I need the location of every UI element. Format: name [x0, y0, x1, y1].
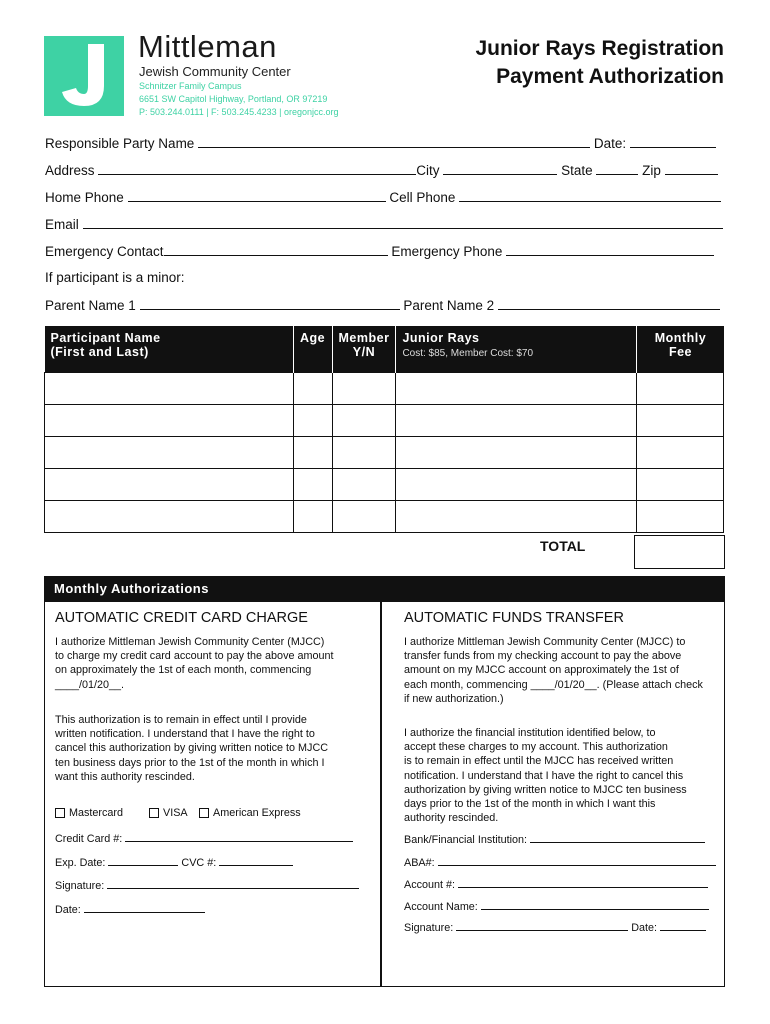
checkbox-icon: [55, 808, 65, 818]
cell-phone-field[interactable]: [459, 189, 721, 202]
aba-row: [404, 856, 716, 869]
parent2-field[interactable]: [498, 297, 720, 310]
funds-transfer-title: AUTOMATIC FUNDS TRANSFER: [404, 610, 624, 626]
parent-row: [45, 297, 720, 313]
program-cell[interactable]: [396, 373, 637, 405]
program-header-label: Junior Rays: [402, 331, 480, 345]
bank-label: Bank/Financial Institution:: [404, 834, 528, 846]
fee-cell[interactable]: [637, 405, 724, 437]
credit-card-paragraph-1: [55, 635, 375, 692]
emergency-phone-field[interactable]: [506, 243, 714, 256]
text-line: accept these charges to my account. This authorization: [404, 741, 668, 754]
text-line: I authorize Mittleman Jewish Community Center (MJCC) to: [404, 636, 686, 648]
program-cell[interactable]: [396, 501, 637, 533]
member-cell[interactable]: [332, 405, 396, 437]
cell-phone-label: Cell Phone: [389, 190, 456, 205]
address-label: Address: [45, 163, 95, 178]
total-field[interactable]: [634, 535, 725, 569]
org-subtitle: Jewish Community Center: [139, 64, 291, 79]
mastercard-label: Mastercard: [69, 807, 124, 819]
visa-option[interactable]: [149, 807, 187, 819]
parent2-label: Parent Name 2: [403, 298, 495, 313]
exp-date-field[interactable]: [108, 856, 178, 866]
minor-note: If participant is a minor:: [45, 270, 185, 285]
table-row: [45, 501, 724, 533]
member-cell[interactable]: [332, 469, 396, 501]
cvc-field[interactable]: [219, 856, 293, 866]
program-cell[interactable]: [396, 405, 637, 437]
age-cell[interactable]: [293, 373, 332, 405]
date-field[interactable]: [630, 135, 716, 148]
age-cell[interactable]: [293, 469, 332, 501]
age-cell[interactable]: [293, 437, 332, 469]
funds-date-field[interactable]: [660, 921, 706, 931]
text-line: is to remain in effect until the MJCC has received written: [404, 755, 674, 768]
aba-field[interactable]: [438, 856, 716, 866]
participant-header-sub: (First and Last): [50, 345, 149, 359]
phone-row: [45, 189, 721, 205]
emergency-phone-label: Emergency Phone: [391, 244, 503, 259]
text-line: want this authority rescinded.: [55, 770, 195, 783]
credit-date-label: Date:: [55, 904, 81, 916]
org-contact: P: 503.244.0111 | F: 503.245.4233 | oregonjcc.org: [139, 107, 339, 117]
card-number-label: Credit Card #:: [55, 833, 123, 845]
member-column-header: [332, 326, 396, 373]
text-line: cancel this authorization by giving written notice to MJCC: [55, 742, 329, 755]
org-name: Mittleman: [138, 29, 277, 64]
city-label: City: [416, 163, 440, 178]
responsible-party-row: [45, 135, 716, 151]
address-row: [45, 162, 718, 178]
table-row: [45, 437, 724, 469]
date-label: Date:: [593, 136, 627, 151]
text-line: This authorization is to remain in effect until I provide: [55, 714, 307, 726]
exp-date-label: Exp. Date:: [55, 857, 106, 869]
text-line: ten business days prior to the 1st of the month in which I: [55, 756, 325, 769]
account-name-label: Account Name:: [404, 901, 478, 913]
funds-transfer-paragraph-2: [404, 726, 722, 825]
credit-card-paragraph-2: [55, 713, 375, 784]
bank-row: [404, 833, 705, 846]
emergency-contact-field[interactable]: [164, 243, 388, 256]
state-label: State: [561, 163, 593, 178]
parent1-field[interactable]: [140, 297, 400, 310]
text-line: each month, commencing ____/01/20__. (Please attach check: [404, 678, 703, 691]
funds-signature-label: Signature:: [404, 922, 454, 934]
parent1-label: Parent Name 1: [45, 298, 136, 313]
participant-cell[interactable]: [45, 469, 294, 501]
credit-signature-label: Signature:: [55, 880, 105, 892]
account-number-row: [404, 878, 708, 891]
home-phone-label: Home Phone: [45, 190, 124, 205]
aba-label: ABA#:: [404, 857, 435, 869]
org-address: 6651 SW Capitol Highway, Portland, OR 97219: [139, 94, 328, 104]
email-row: [45, 216, 723, 232]
program-cell[interactable]: [396, 437, 637, 469]
text-line: I authorize the financial institution identified below, to: [404, 727, 656, 739]
table-row: [45, 373, 724, 405]
campus-name: Schnitzer Family Campus: [139, 81, 242, 91]
text-line: if new authorization.): [404, 692, 504, 705]
credit-card-title: AUTOMATIC CREDIT CARD CHARGE: [55, 610, 308, 626]
checkbox-icon: [199, 808, 209, 818]
credit-date-field[interactable]: [84, 903, 205, 913]
fee-cell[interactable]: [637, 501, 724, 533]
total-label: TOTAL: [540, 538, 586, 554]
city-field[interactable]: [443, 162, 557, 175]
visa-label: VISA: [163, 807, 188, 819]
text-line: to charge my credit card account to pay the above amount: [55, 650, 334, 663]
title-line-2: Payment Authorization: [496, 65, 724, 88]
card-number-row: [55, 832, 353, 845]
exp-cvc-row: [55, 856, 293, 869]
text-line: ____/01/20__.: [55, 678, 125, 691]
participant-table: [44, 326, 724, 533]
authorizations-header: [44, 576, 725, 602]
funds-transfer-paragraph-1: [404, 635, 722, 706]
text-line: transfer funds from my checking account to pay the above: [404, 650, 682, 663]
authorizations-title: Monthly Authorizations: [54, 581, 209, 596]
member-cell[interactable]: [332, 501, 396, 533]
funds-signature-field[interactable]: [456, 921, 628, 931]
fee-cell[interactable]: [637, 469, 724, 501]
cvc-label: CVC #:: [181, 857, 217, 869]
fee-header-label: Monthly: [654, 331, 707, 345]
text-line: authority rescinded.: [404, 812, 499, 825]
participant-cell[interactable]: [45, 405, 294, 437]
member-cell[interactable]: [332, 373, 396, 405]
age-cell[interactable]: [293, 405, 332, 437]
age-cell[interactable]: [293, 501, 332, 533]
table-header-row: [45, 326, 724, 373]
program-cell[interactable]: [396, 469, 637, 501]
text-line: notification. I understand that I have the right to cancel this: [404, 769, 684, 782]
state-field[interactable]: [596, 162, 638, 175]
participant-cell[interactable]: [45, 373, 294, 405]
funds-signature-row: [404, 921, 706, 934]
text-line: I authorize Mittleman Jewish Community Center (MJCC): [55, 636, 325, 648]
fee-header-sub: Fee: [668, 345, 692, 359]
text-line: written notification. I understand that I have the right to: [55, 728, 315, 741]
participant-cell[interactable]: [45, 437, 294, 469]
text-line: days prior to the 1st of the month in which I want this: [404, 798, 656, 811]
card-type-options: [55, 807, 301, 819]
participant-column-header: [45, 326, 294, 373]
zip-label: Zip: [642, 163, 661, 178]
fee-cell[interactable]: [637, 373, 724, 405]
table-row: [45, 469, 724, 501]
mastercard-option[interactable]: [55, 807, 123, 819]
bank-field[interactable]: [530, 833, 705, 843]
responsible-party-label: Responsible Party Name: [45, 136, 195, 151]
participant-cell[interactable]: [45, 501, 294, 533]
member-header-label: Member: [338, 331, 390, 345]
program-column-header: [396, 326, 637, 373]
text-line: authorization by giving written notice to MJCC ten business: [404, 783, 687, 796]
amex-option[interactable]: [199, 807, 301, 819]
zip-field[interactable]: [665, 162, 718, 175]
credit-signature-row: [55, 879, 359, 892]
j-logo-icon: [44, 36, 124, 116]
emergency-contact-label: Emergency Contact: [45, 244, 164, 259]
title-line-1: Junior Rays Registration: [475, 37, 724, 60]
fee-cell[interactable]: [637, 437, 724, 469]
participant-header-label: Participant Name: [50, 331, 161, 345]
account-name-row: [404, 900, 709, 913]
program-cost-label: Cost: $85, Member Cost: $70: [402, 348, 534, 359]
age-header-label: Age: [299, 331, 326, 345]
funds-date-label: Date:: [631, 922, 658, 934]
card-number-field[interactable]: [125, 832, 353, 842]
column-divider: [380, 602, 382, 986]
credit-date-row: [55, 903, 205, 916]
text-line: amount on my MJCC account on approximately the 1st of: [404, 664, 679, 677]
email-label: Email: [45, 217, 79, 232]
account-number-label: Account #:: [404, 879, 456, 891]
address-field[interactable]: [98, 162, 416, 175]
amex-label: American Express: [213, 807, 301, 819]
email-field[interactable]: [83, 216, 723, 229]
account-name-field[interactable]: [481, 900, 709, 910]
age-column-header: [293, 326, 332, 373]
home-phone-field[interactable]: [128, 189, 386, 202]
responsible-party-field[interactable]: [198, 135, 590, 148]
document-title: [475, 35, 724, 91]
text-line: on approximately the 1st of each month, commencing: [55, 664, 312, 677]
member-cell[interactable]: [332, 437, 396, 469]
checkbox-icon: [149, 808, 159, 818]
credit-signature-field[interactable]: [107, 879, 359, 889]
emergency-row: [45, 243, 714, 259]
table-row: [45, 405, 724, 437]
member-header-sub: Y/N: [352, 345, 376, 359]
account-number-field[interactable]: [458, 878, 708, 888]
fee-column-header: [637, 326, 724, 373]
